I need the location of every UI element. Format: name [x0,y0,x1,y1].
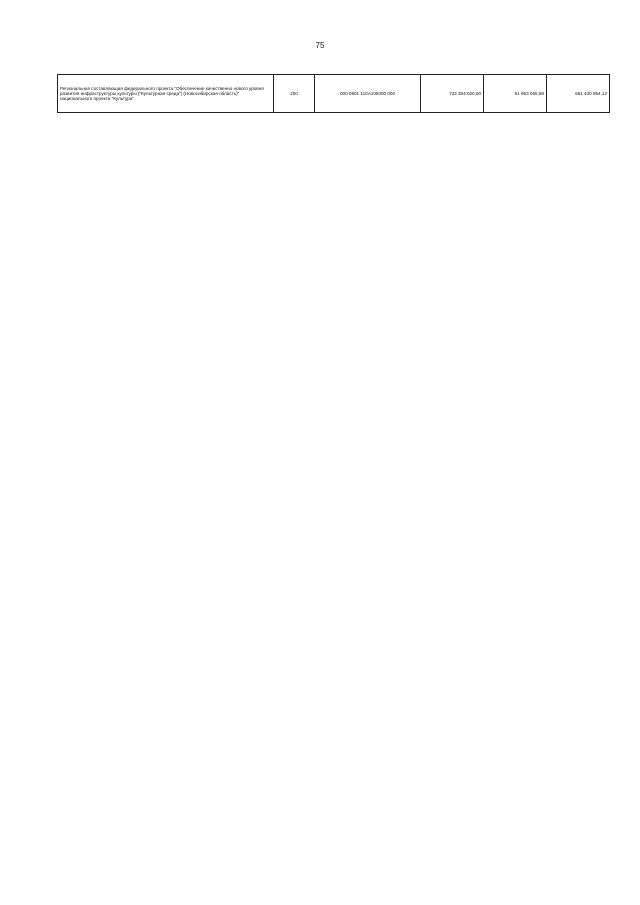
row-amount-1: 733 384 020,00 [421,75,484,113]
row-ministry: 200 [274,75,315,113]
table-row [58,75,610,113]
page-number: 75 [315,41,325,50]
row-code: 000 0801 110A105000 000 [315,75,421,113]
budget-table [57,74,610,113]
row-amount-3: 681 430 954,12 [547,75,610,113]
budget-table-body [58,75,610,113]
row-amount-2: 51 953 065,88 [484,75,547,113]
row-name: Региональная составляющая федерального проекта "Обеспечение качественно нового уровня развития инфраструктуры культуры ("Культурная среда") (Новосибирская область)" национального проекта "Культура" [58,75,274,113]
